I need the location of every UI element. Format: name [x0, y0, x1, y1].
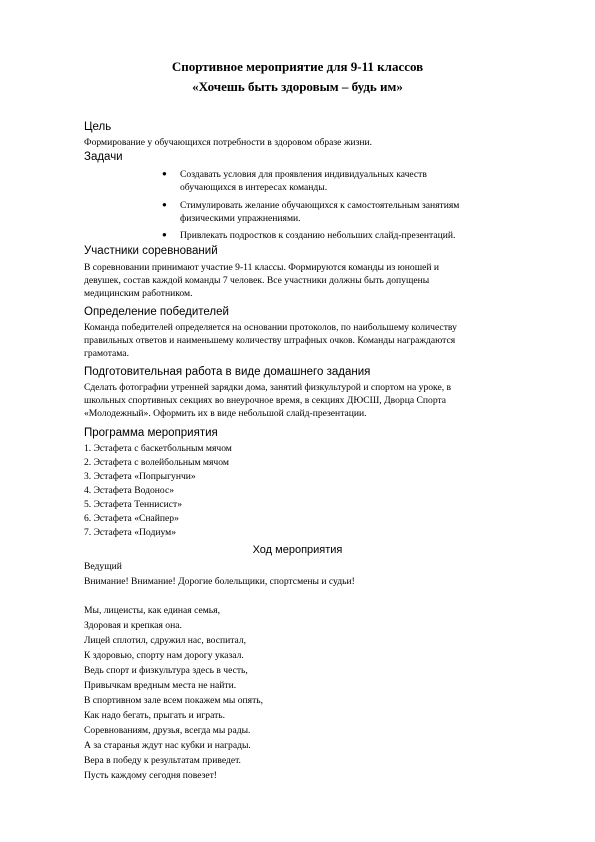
course-heading: Ход мероприятия	[252, 544, 343, 556]
program-item: 1. Эстафета с баскетбольным мячом	[84, 443, 232, 454]
goal-heading: Цель	[84, 121, 112, 133]
task-item-line: физическими упражнениями.	[180, 213, 301, 224]
document-title: Спортивное мероприятие для 9-11 классов	[171, 59, 424, 74]
homework-heading: Подготовительная работа в виде домашнего задания	[84, 366, 371, 378]
poem-line: Как надо бегать, прыгать и играть.	[84, 710, 226, 721]
bullet-icon: ●	[162, 230, 167, 239]
task-item-line: Привлекать подростков к созданию небольших слайд-презентаций.	[180, 230, 456, 241]
bullet-icon: ●	[162, 200, 167, 209]
winners-text: Команда победителей определяется на основании протоколов, по наибольшему количеству	[84, 322, 457, 333]
program-item: 4. Эстафета Водонос»	[84, 485, 175, 496]
tasks-heading: Задачи	[84, 151, 123, 163]
poem-line: А за старанья ждут нас кубки и награды.	[84, 740, 251, 751]
poem-line: Мы, лицеисты, как единая семья,	[84, 605, 220, 616]
homework-text: школьных спортивных секциях во внеурочное время, в секциях ДЮСШ, Дворца Спорта	[84, 395, 447, 406]
homework-text: Сделать фотографии утренней зарядки дома, занятий физкультурой и спортом на уроке, в	[84, 382, 452, 393]
participants-text: медицинским работником.	[84, 288, 193, 299]
task-item-line: Стимулировать желание обучающихся к самостоятельным занятиям	[180, 200, 460, 211]
poem-line: Соревнованиям, друзья, всегда мы рады.	[84, 725, 251, 736]
goal-text: Формирование у обучающихся потребности в здоровом образе жизни.	[84, 137, 373, 148]
poem-line: Привычкам вредным места не найти.	[84, 680, 237, 691]
poem-line: В спортивном зале всем покажем мы опять,	[84, 695, 264, 706]
poem-line: Вера в победу к результатам приведет.	[84, 755, 241, 766]
document-subtitle: «Хочешь быть здоровым – будь им»	[192, 79, 403, 94]
program-item: 6. Эстафета «Снайпер»	[84, 513, 179, 524]
winners-heading: Определение победителей	[84, 306, 229, 318]
poem-line: К здоровью, спорту нам дорогу указал.	[84, 650, 244, 661]
participants-text: девушек, состав каждой команды 7 человек. Все участники должны быть допущены	[84, 275, 430, 286]
program-item: 7. Эстафета «Подиум»	[84, 527, 176, 538]
speaker-label: Ведущий	[84, 561, 122, 572]
poem-line: Лицей сплотил, сдружил нас, воспитал,	[84, 635, 247, 646]
greeting-text: Внимание! Внимание! Дорогие болельщики, спортсмены и судьи!	[84, 576, 355, 587]
task-item-line: Создавать условия для проявления индивидуальных качеств	[180, 169, 427, 180]
winners-text: грамотама.	[84, 348, 129, 359]
program-item: 5. Эстафета Теннисист»	[84, 499, 182, 510]
participants-heading: Участники соревнований	[84, 245, 218, 257]
program-item: 3. Эстафета «Попрыгунчи»	[84, 471, 196, 482]
bullet-icon: ●	[162, 169, 167, 178]
homework-text: «Молодежный». Оформить их в виде небольшой слайд-презентации.	[84, 408, 367, 419]
program-heading: Программа мероприятия	[84, 427, 218, 439]
winners-text: правильных ответов и наименьшему количеству штрафных очков. Команды награждаются	[84, 335, 456, 346]
poem-line: Здоровая и крепкая она.	[84, 620, 182, 631]
task-item-line: обучающихся в интересах команды.	[180, 182, 328, 193]
participants-text: В соревновании принимают участие 9-11 классы. Формируются команды из юношей и	[84, 262, 440, 273]
poem-line: Пусть каждому сегодня повезет!	[84, 770, 218, 781]
program-item: 2. Эстафета с волейбольным мячом	[84, 457, 229, 468]
poem-line: Ведь спорт и физкультура здесь в честь,	[84, 665, 248, 676]
